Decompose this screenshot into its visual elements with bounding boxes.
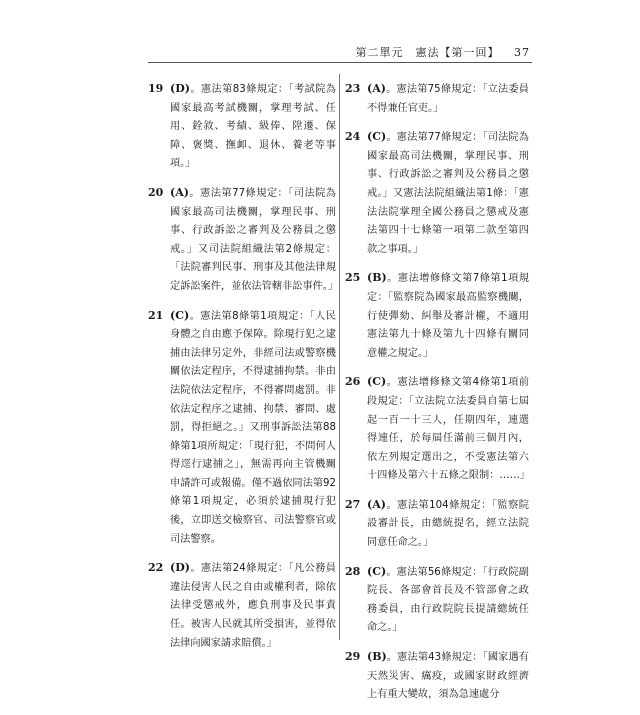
question-number: 23 — [345, 82, 361, 95]
answer-explanation: 。憲法第8條第1項規定：「人民身體之自由應予保障。除現行犯之逮捕由法律另定外，非經司法或警察機關依法定程序，不得逮捕拘禁。非由法院依法定程序，不得審問處罰。非依法定程序之逮捕、拘禁、審問、處罰，得拒絕之。」又刑事訴訟法第88條第1項所規定：「現行犯，不問何人得逕行逮捕之」，無需再向主管機關申請許可或報備。僅不過依同法第92條第1項規定，必須於逮捕現行犯後，立即送交檢察官、司法警察官或司法警察。 — [170, 310, 336, 545]
question-number: 20 — [148, 185, 164, 199]
left-column — [148, 80, 339, 663]
answer-explanation: 。憲法第75條規定：「立法委員不得兼任官吏。」 — [367, 84, 529, 114]
answer-letter: (B) — [367, 650, 387, 664]
question-number: 26 — [345, 375, 361, 389]
answer-item — [148, 307, 336, 550]
column-divider — [339, 74, 340, 640]
right-column — [345, 80, 529, 715]
answer-letter: (D) — [170, 561, 190, 575]
answer-item — [148, 80, 336, 174]
answer-item — [345, 496, 529, 553]
answer-letter: (A) — [367, 497, 386, 511]
answer-explanation: 。憲法第24條規定：「凡公務員違法侵害人民之自由或權利者，除依法律受懲戒外，應負刑事及民事責任。被害人民就其所受損害，並得依法律向國家請求賠償。」 — [170, 563, 336, 649]
answer-item — [345, 269, 529, 363]
answer-explanation: 。憲法增修條文第7條第1項規定：「監察院為國家最高監察機關，行使彈劾、糾舉及審計權，不適用憲法第九十條及第九十四條有關同意權之規定。」 — [367, 273, 529, 359]
answer-item — [345, 80, 529, 118]
question-number: 21 — [148, 308, 164, 322]
answer-explanation: 。憲法第43條規定：「國家遇有天然災害、癘疫，或國家財政經濟上有重大變故，須為急速處分 — [367, 652, 529, 701]
question-number: 28 — [345, 564, 361, 578]
answer-explanation: 。憲法第77條規定：「司法院為國家最高司法機關，掌理民事、刑事、行政訴訟之審判及公務員之懲戒。」又司法院組織法第2條規定：「法院審判民事、刑事及其他法律規定訴訟案件，並依法管轄非訟事件。」 — [170, 187, 339, 292]
question-number: 22 — [148, 561, 164, 575]
answer-item — [148, 184, 339, 297]
question-number: 25 — [345, 271, 361, 285]
running-header — [356, 44, 531, 60]
question-number: 27 — [345, 497, 361, 511]
answer-explanation: 。憲法第77條規定：「司法院為國家最高司法機關，掌理民事、刑事、行政訴訟之審判及公務員之懲戒。」又憲法法院組織法第1條：「憲法法院掌理全國公務員之懲戒及憲法第四十七條第一項第二款至第四款之事項。」 — [367, 132, 529, 255]
answer-item — [345, 648, 529, 705]
answer-letter: (A) — [170, 185, 189, 199]
answer-explanation: 。憲法第56條規定：「行政院副院長、各部會首長及不管部會之政務委員，由行政院院長提請總統任命之。」 — [367, 566, 529, 634]
page-number: 37 — [514, 46, 530, 59]
answer-letter: (C) — [367, 375, 387, 389]
question-number: 29 — [345, 650, 361, 664]
question-number: 24 — [345, 130, 361, 144]
answer-letter: (B) — [367, 271, 387, 285]
answer-letter: (D) — [170, 82, 190, 95]
answer-letter: (C) — [367, 564, 387, 578]
answer-letter: (A) — [367, 82, 386, 95]
answer-explanation: 。憲法增修條文第4條第1項前段規定：「立法院立法委員自第七屆起一百一十三人，任期四年，連選得連任，於每屆任滿前三個月內，依左列規定選出之，不受憲法第六十四條及第六十五條之限制：……」 — [367, 377, 530, 482]
answer-explanation: 。憲法第104條規定：「監察院設審計長，由總統提名，經立法院同意任命之。」 — [367, 499, 529, 549]
header-rule — [148, 62, 532, 63]
answer-explanation: 。憲法第83條規定：「考試院為國家最高考試機關，掌理考試、任用、銓敘、考績、級俸、陞遷、保障、褒獎、撫卹、退休、養老等事項。」 — [170, 84, 336, 170]
question-number: 19 — [148, 82, 164, 95]
answer-item — [345, 373, 529, 486]
answer-item — [345, 128, 529, 259]
answer-item — [148, 559, 336, 653]
answer-item — [345, 563, 529, 638]
answer-letter: (C) — [170, 308, 190, 322]
running-title: 第二單元 憲法【第一回】 — [355, 46, 500, 59]
answer-letter: (C) — [367, 130, 387, 144]
